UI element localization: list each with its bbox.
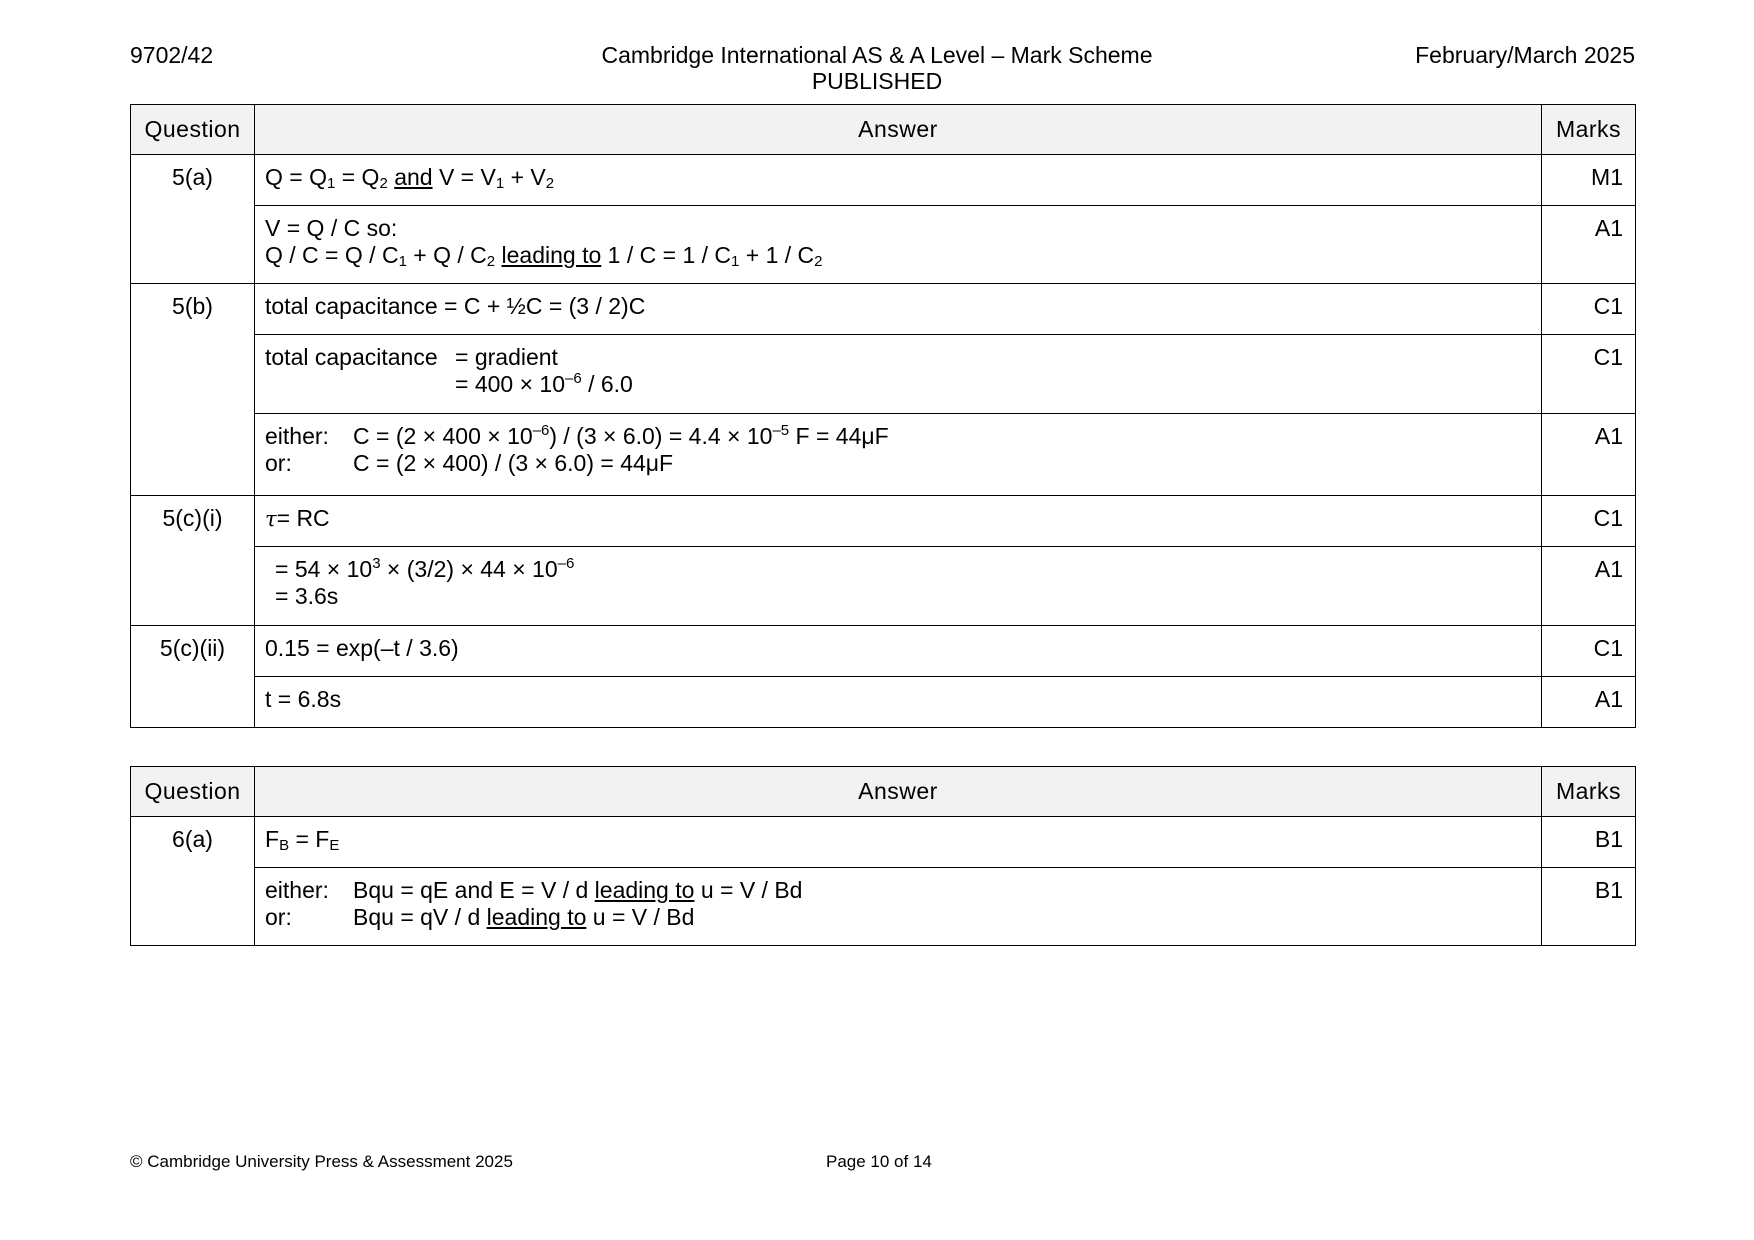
answer-cell: τ= RC: [255, 496, 1542, 547]
question-label: 6(a): [131, 817, 255, 946]
question-label: 5(c)(i): [131, 496, 255, 626]
answer-cell: total capacitance = gradient = $400 \times 10^{-6} / 6.0$: [255, 335, 1542, 414]
marks-column-header: Marks: [1542, 105, 1636, 155]
question-label: 5(a): [131, 155, 255, 284]
mark-cell: A1: [1542, 206, 1636, 284]
page-number: Page 10 of 14: [826, 1152, 932, 1171]
mark-cell: M1: [1542, 155, 1636, 206]
mark-cell: C1: [1542, 496, 1636, 547]
question-column-header: Question: [131, 767, 255, 817]
table-header-row: [131, 767, 1636, 817]
answer-cell: either: $C = (2 \times 400 \times 10^{-6}) / (3 \times 6.0) = 4.4 \times 10^{-5}$ F = 44μF or: C = (2 × 400) / (3 × 6.0) = 44μF: [255, 414, 1542, 496]
answer-cell: $F_B = F_E$: [255, 817, 1542, 868]
mark-scheme-table-q5: [130, 104, 1636, 728]
table-row: [131, 496, 1636, 547]
question-label: 5(c)(ii): [131, 626, 255, 728]
table-row: [131, 206, 1636, 284]
mark-cell: C1: [1542, 284, 1636, 335]
answer-cell: t = 6.8s: [255, 677, 1542, 728]
answer-column-header: Answer: [255, 105, 1542, 155]
marks-column-header: Marks: [1542, 767, 1636, 817]
underlined-keyword: leading to: [594, 877, 695, 903]
tau-symbol: τ: [265, 507, 277, 531]
underlined-keyword: leading to: [501, 242, 602, 268]
mark-cell: A1: [1542, 547, 1636, 626]
table-row: [131, 155, 1636, 206]
question-label: 5(b): [131, 284, 255, 496]
mark-cell: B1: [1542, 868, 1636, 946]
table-row: [131, 414, 1636, 496]
answer-cell: total capacitance = C + ½C = (3 / 2)C: [255, 284, 1542, 335]
mark-cell: C1: [1542, 626, 1636, 677]
answer-column-header: Answer: [255, 767, 1542, 817]
underlined-keyword: leading to: [486, 904, 587, 930]
answer-cell: either: Bqu = qE and E = V / d leading to u = V / Bd or: Bqu = qV / d leading to u = V / Bd: [255, 868, 1542, 946]
table-header-row: [131, 105, 1636, 155]
paper-code: 9702/42: [130, 42, 214, 68]
table-row: [131, 677, 1636, 728]
header-subtitle: PUBLISHED: [811, 68, 943, 94]
underlined-keyword: and: [394, 164, 433, 190]
exam-session: February/March 2025: [1415, 42, 1635, 68]
mark-cell: B1: [1542, 817, 1636, 868]
mark-cell: C1: [1542, 335, 1636, 414]
mark-cell: A1: [1542, 414, 1636, 496]
answer-cell: $Q = Q_1 = Q_2$ and $V = V_1 + V_2$: [255, 155, 1542, 206]
answer-cell: 0.15 = exp(–t / 3.6): [255, 626, 1542, 677]
table-row: [131, 547, 1636, 626]
table-row: [131, 626, 1636, 677]
header-title: Cambridge International AS & A Level – Mark Scheme: [601, 42, 1153, 68]
table-row: [131, 335, 1636, 414]
mark-cell: A1: [1542, 677, 1636, 728]
question-column-header: Question: [131, 105, 255, 155]
table-row: [131, 817, 1636, 868]
copyright-notice: © Cambridge University Press & Assessment 2025: [130, 1152, 513, 1171]
answer-cell: = $54 \times 10^3 \times (3/2) \times 44 \times 10^{-6}$ = 3.6s: [255, 547, 1542, 626]
table-row: [131, 868, 1636, 946]
answer-cell: V = Q / C so: $Q / C = Q / C_1 + Q / C_2$ leading to $1 / C = 1 / C_1 + 1 / C_2$: [255, 206, 1542, 284]
mark-scheme-table-q6: [130, 766, 1636, 946]
table-row: [131, 284, 1636, 335]
